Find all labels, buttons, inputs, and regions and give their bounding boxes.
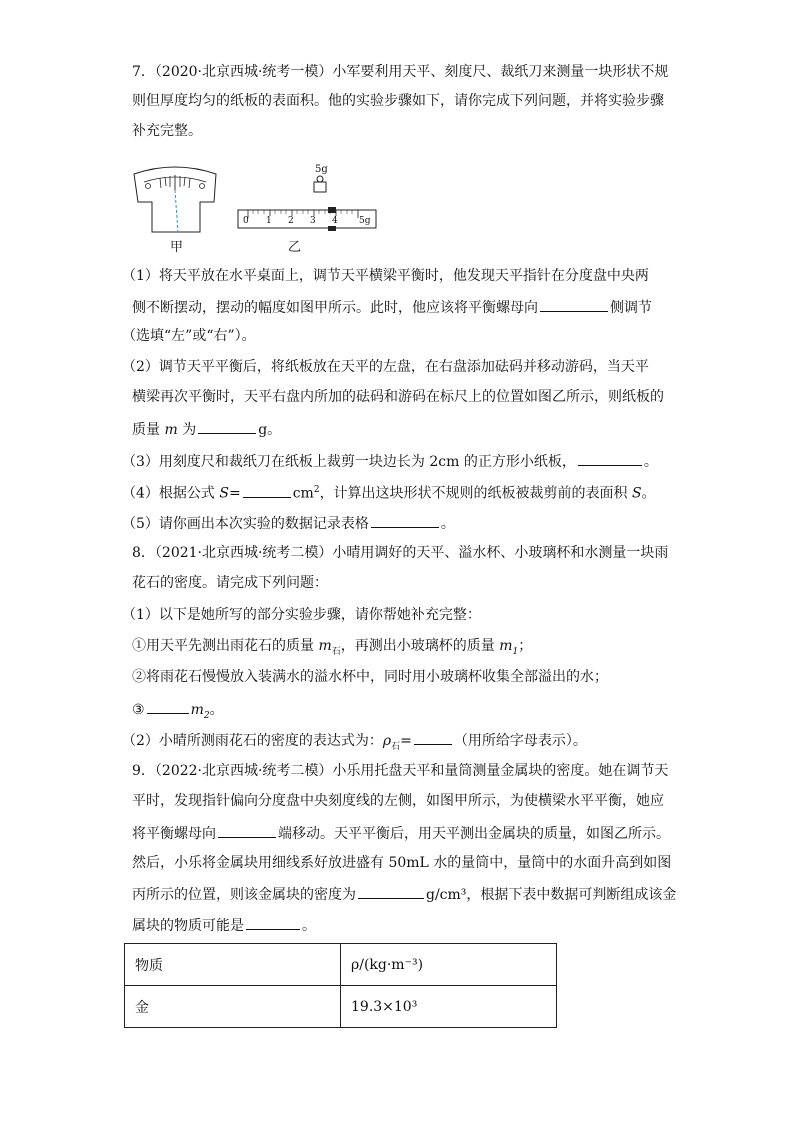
subscript: 石 [331, 646, 341, 657]
answer-blank[interactable] [358, 883, 424, 899]
q7-part1-a: （1）将天平放在水平桌面上，调节天平横梁平衡时，他发现天平指针在分度盘中央两 [122, 268, 649, 284]
q7-part5 [122, 512, 455, 534]
text: g/cm³，根据下表中数据可判断组成该金 [426, 887, 677, 903]
text: 将平衡螺母向 [132, 826, 216, 842]
q8-step1 [132, 636, 532, 662]
q7-part1-b [132, 296, 652, 318]
text: g。 [258, 422, 282, 438]
q7-line-2: 则但厚度均匀的纸板的表面积。他的实验步骤如下，请你完成下列问题，并将实验步骤 [132, 93, 664, 109]
table-cell: 金 [125, 986, 341, 1028]
scale-tick-1: 1 [266, 216, 272, 226]
text: 侧不断摆动，摆动的幅度如图甲所示。此时，他应该将平衡螺母向 [132, 300, 538, 316]
scale-tick-2: 2 [288, 216, 294, 226]
text: 。 [643, 454, 658, 470]
symbol-s: S [632, 485, 642, 502]
scale-bar [238, 207, 376, 231]
q8-part1: （1）以下是她所写的部分实验步骤，请你帮她补充完整： [122, 607, 481, 623]
subscript: 2 [203, 710, 210, 721]
q7-figure [130, 160, 390, 255]
text: 丙所示的位置，则该金属块的密度为 [132, 887, 356, 903]
weight-label: 5g [315, 164, 328, 175]
q9-line-5 [132, 883, 676, 905]
table-row [125, 986, 557, 1028]
q9-line-3 [132, 822, 670, 844]
text: 。 [209, 702, 224, 718]
answer-blank[interactable] [414, 729, 452, 745]
text: 质量 [132, 422, 160, 438]
symbol-rho: ρ [382, 733, 392, 749]
answer-blank[interactable] [147, 698, 189, 714]
text: = [228, 485, 241, 502]
q9-line-1: 9．（2022·北京西城·统考二模）小乐用托盘天平和量筒测量金属块的密度。她在调节天 [132, 763, 669, 779]
figure-label-jia: 甲 [170, 240, 184, 255]
text: ，再测出小玻璃杯的质量 [340, 638, 495, 654]
q8-part2 [122, 729, 587, 757]
weight-5g [314, 176, 326, 192]
q8-line-1: 8．（2021·北京西城·统考二模）小晴用调好的天平、溢水杯、小玻璃杯和水测量一块雨 [132, 545, 669, 561]
q7-part2-c [132, 418, 281, 440]
q7-part4: （4）根据公式 $S= cm^2$，计算出这块形状不规则的纸板被裁剪前的表面积 S。 [122, 480, 656, 504]
q7-line-3: 补充完整。 [132, 123, 202, 139]
q9-line-2: 平时，发现指针偏向分度盘中央刻度线的左侧，如图甲所示，为使横梁水平平衡，她应 [132, 793, 664, 809]
text: （2）小晴所测雨花石的密度的表达式为： [122, 733, 383, 749]
unit: cm [292, 485, 314, 502]
q9-line-6 [132, 914, 316, 936]
q7-part2-a: （2）调节天平平衡后，将纸板放在天平的左盘，在右盘添加砝码并移动游码，当天平 [122, 359, 649, 375]
answer-blank[interactable] [371, 512, 439, 528]
text: ①用天平先测出雨花石的质量 [132, 638, 314, 654]
table-header-row [125, 944, 557, 986]
subscript: 石 [391, 741, 401, 752]
scale-tick-4: 4 [332, 216, 338, 226]
q8-step3 [132, 698, 224, 726]
text: 。 [641, 485, 656, 502]
symbol-m: m [190, 702, 204, 718]
density-table [124, 943, 557, 1028]
symbol-s: S [219, 485, 229, 502]
q7-part1-c: （选填“左”或“右”）。 [122, 328, 256, 344]
answer-blank[interactable] [243, 482, 291, 498]
text: = [400, 733, 412, 749]
q8-step2: ②将雨花石慢慢放入装满水的溢水杯中，同时用小玻璃杯收集全部溢出的水； [132, 669, 608, 685]
q7-part2-b: 横梁再次平衡时，天平右盘内所加的砝码和游码在标尺上的位置如图乙所示，则纸板的 [132, 389, 664, 405]
text: 。 [440, 516, 455, 532]
answer-blank[interactable] [218, 822, 276, 838]
text: 侧调节 [610, 300, 652, 316]
text: （4）根据公式 [122, 485, 215, 502]
text: ； [518, 638, 533, 654]
symbol-m: m [318, 638, 332, 654]
answer-blank[interactable] [540, 296, 608, 312]
text: 属块的物质可能是 [132, 918, 244, 934]
symbol-m: m [164, 422, 178, 438]
q9-line-4: 然后，小乐将金属块用细线系好放进盛有 50mL 水的量筒中，量筒中的水面升高到如图 [132, 855, 672, 871]
q7-line-1: 7．（2020·北京西城·统考一模）小军要利用天平、刻度尺、裁纸刀来测量一块形状不规 [132, 64, 669, 80]
subscript: 1 [512, 646, 519, 657]
table-header-cell: 物质 [125, 944, 341, 986]
answer-blank[interactable] [578, 450, 642, 466]
scale-tick-0: 0 [243, 216, 249, 226]
text: 为 [182, 422, 197, 438]
symbol-m: m [499, 638, 513, 654]
balance-figure [130, 160, 390, 255]
text: 。 [302, 918, 316, 934]
answer-blank[interactable] [246, 914, 300, 930]
scale-tick-5: 5g [359, 216, 371, 226]
text: （5）请你画出本次实验的数据记录表格 [122, 516, 369, 532]
text: ③ [132, 702, 145, 718]
answer-blank[interactable] [198, 418, 256, 434]
q8-line-2: 花石的密度。请完成下列问题： [132, 575, 328, 591]
figure-label-yi: 乙 [288, 240, 302, 255]
dial-jia [134, 167, 216, 232]
text: 端移动。天平平衡后，用天平测出金属块的质量，如图乙所示。 [278, 826, 670, 842]
q7-part3 [122, 450, 658, 472]
text: （用所给字母表示）。 [453, 733, 587, 749]
text: （3）用刻度尺和裁纸刀在纸板上裁剪一块边长为 2cm 的正方形小纸板， [122, 454, 576, 470]
text: ，计算出这块形状不规则的纸板被裁剪前的表面积 [319, 485, 628, 502]
scale-tick-3: 3 [310, 216, 316, 226]
rider-marker [328, 207, 336, 213]
table-header-cell: ρ/(kg·m⁻³) [341, 944, 557, 986]
table-cell: 19.3×10³ [341, 986, 557, 1028]
